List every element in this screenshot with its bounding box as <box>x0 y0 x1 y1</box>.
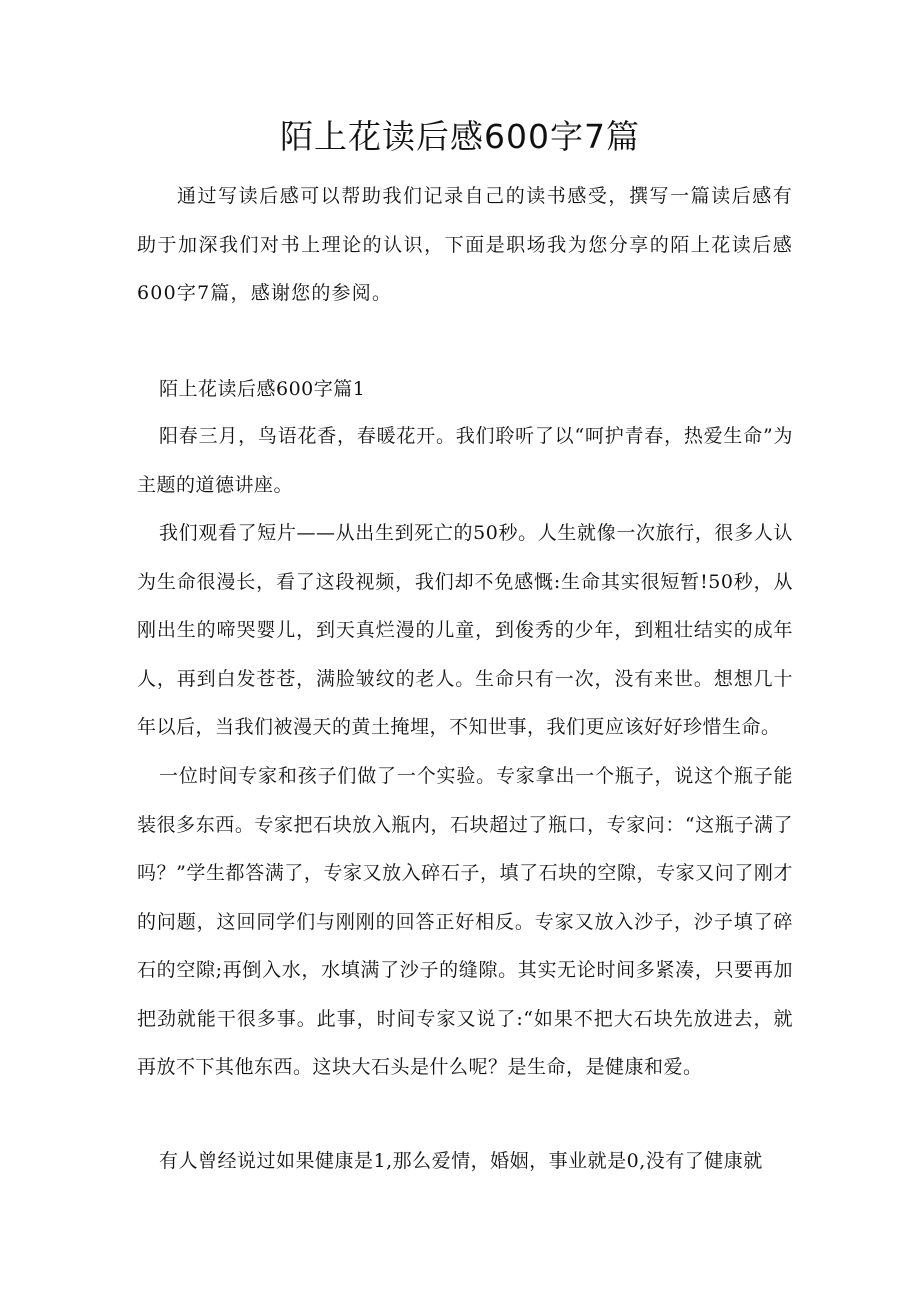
body-paragraph-3: 一位时间专家和孩子们做了一个实验。专家拿出一个瓶子，说这个瓶子能装很多东西。专家把石块放入瓶内，石块超过了瓶口，专家问：“这瓶子满了吗？”学生都答满了，专家又放入碎石子，填了石块的空隙，专家又问了刚才的问题，这回同学们与刚刚的回答正好相反。专家又放入沙子，沙子填了碎石的空隙;再倒入水，水填满了沙子的缝隙。其实无论时间多紧凑，只要再加把劲就能干很多事。此事，时间专家又说了:“如果不把大石块先放进去，就再放不下其他东西。这块大石头是什么呢？是生命，是健康和爱。 <box>137 765 793 1078</box>
intro-paragraph: 通过写读后感可以帮助我们记录自己的读书感受，撰写一篇读后感有助于加深我们对书上理论的认识，下面是职场我为您分享的陌上花读后感600字7篇，感谢您的参阅。 <box>137 185 793 304</box>
body-paragraph-4: 有人曾经说过如果健康是1,那么爱情，婚姻，事业就是0,没有了健康就 <box>159 1150 763 1172</box>
document-title: 陌上花读后感600字7篇 <box>280 117 640 156</box>
section-heading: 陌上花读后感600字篇1 <box>159 378 366 400</box>
body-paragraph-2: 我们观看了短片——从出生到死亡的50秒。人生就像一次旅行，很多人认为生命很漫长，看了这段视频，我们却不免感慨:生命其实很短暂!50秒，从刚出生的啼哭婴儿，到天真烂漫的儿童，到俊秀的少年，到粗壮结实的成年人，再到白发苍苍，满脸皱纹的老人。生命只有一次，没有来世。想想几十年以后，当我们被漫天的黄土掩埋，不知世事，我们更应该好好珍惜生命。 <box>137 522 793 738</box>
body-paragraph-1: 阳春三月，鸟语花香，春暖花开。我们聆听了以“呵护青春，热爱生命”为主题的道德讲座。 <box>137 425 793 496</box>
